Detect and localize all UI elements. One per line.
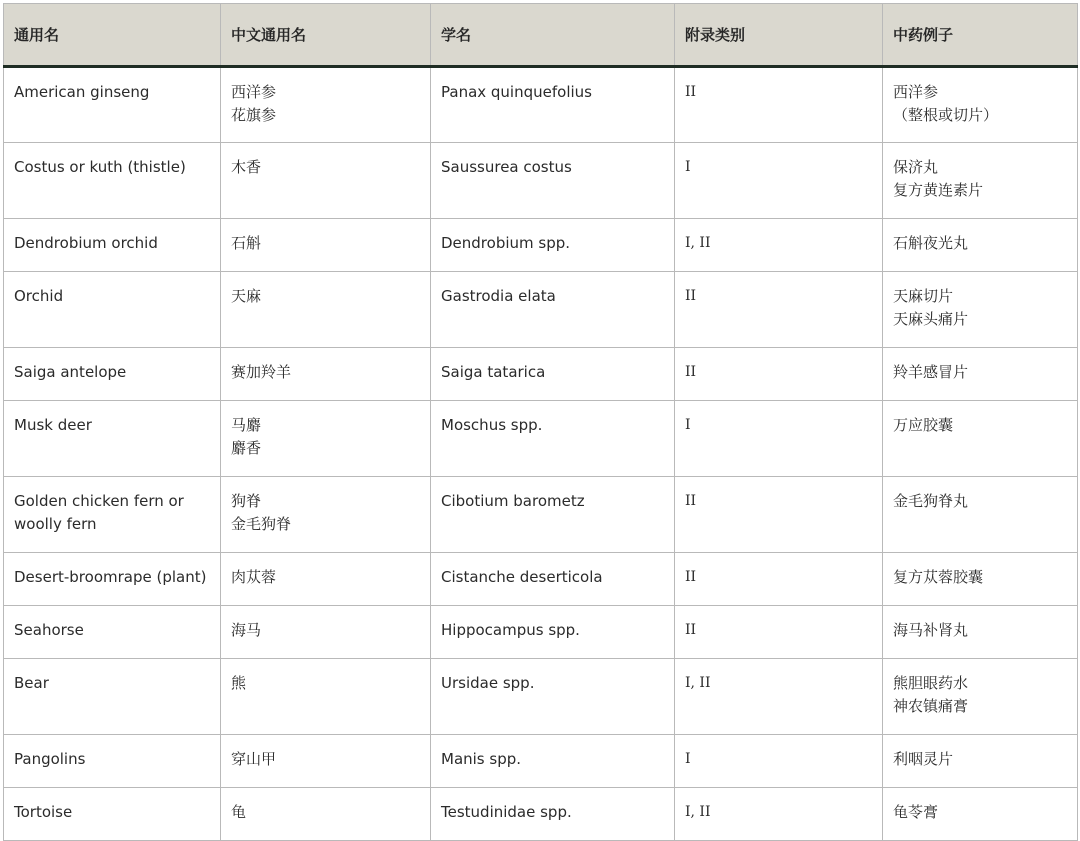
cell-tcm-examples bbox=[883, 553, 1078, 606]
cell-tcm-examples-line: 保济丸 bbox=[893, 158, 939, 176]
cell-tcm-examples-line: 天麻头痛片 bbox=[893, 310, 969, 328]
cell-common-name-line: Orchid bbox=[14, 287, 64, 305]
cell-chinese-name-line: 麝香 bbox=[231, 439, 262, 457]
cell-tcm-examples bbox=[883, 659, 1078, 735]
cell-common-name bbox=[4, 143, 221, 219]
cell-tcm-examples-line: 羚羊感冒片 bbox=[893, 363, 969, 381]
cell-common-name-line: Pangolins bbox=[14, 750, 86, 768]
cell-chinese-name-line: 龟 bbox=[231, 803, 247, 821]
cell-tcm-examples bbox=[883, 735, 1078, 788]
cell-common-name-line: Musk deer bbox=[14, 416, 92, 434]
cell-tcm-examples-line: 西洋参 bbox=[893, 83, 939, 101]
cell-scientific-name-line: Cibotium barometz bbox=[441, 492, 585, 510]
cell-common-name bbox=[4, 477, 221, 553]
cell-appendix: II bbox=[675, 606, 883, 659]
cell-chinese-name-line: 马麝 bbox=[231, 416, 262, 434]
cell-chinese-name-line: 肉苁蓉 bbox=[231, 568, 277, 586]
cell-scientific-name bbox=[431, 553, 675, 606]
cell-chinese-name-line: 花旗参 bbox=[231, 106, 277, 124]
header-row bbox=[4, 4, 1078, 67]
table-row bbox=[4, 401, 1078, 477]
cell-chinese-name-line: 穿山甲 bbox=[231, 750, 277, 768]
cell-appendix: I bbox=[675, 143, 883, 219]
cell-common-name-line: Golden chicken fern or bbox=[14, 492, 184, 510]
table-row bbox=[4, 348, 1078, 401]
cell-tcm-examples bbox=[883, 788, 1078, 841]
cell-common-name-line: woolly fern bbox=[14, 515, 97, 533]
cell-tcm-examples-line: （整根或切片） bbox=[893, 106, 999, 124]
cell-common-name-line: Tortoise bbox=[14, 803, 73, 821]
cell-tcm-examples-line: 龟苓膏 bbox=[893, 803, 939, 821]
cell-chinese-name-line: 熊 bbox=[231, 674, 247, 692]
cell-tcm-examples-line: 天麻切片 bbox=[893, 287, 954, 305]
cell-appendix: I bbox=[675, 735, 883, 788]
table-row bbox=[4, 272, 1078, 348]
cell-scientific-name-line: Moschus spp. bbox=[441, 416, 543, 434]
cell-appendix: II bbox=[675, 477, 883, 553]
cell-tcm-examples-line: 神农镇痛膏 bbox=[893, 697, 969, 715]
cell-tcm-examples bbox=[883, 348, 1078, 401]
cell-common-name-line: Seahorse bbox=[14, 621, 84, 639]
cell-tcm-examples-line: 复方黄连素片 bbox=[893, 181, 984, 199]
cell-appendix: I, II bbox=[675, 788, 883, 841]
cell-chinese-name bbox=[221, 606, 431, 659]
cell-tcm-examples bbox=[883, 272, 1078, 348]
cell-common-name bbox=[4, 219, 221, 272]
table-row bbox=[4, 788, 1078, 841]
header-scientific-name: 学名 bbox=[431, 4, 675, 67]
cell-appendix: II bbox=[675, 553, 883, 606]
header-appendix: 附录类别 bbox=[675, 4, 883, 67]
table-row bbox=[4, 67, 1078, 143]
table-row bbox=[4, 735, 1078, 788]
cell-common-name bbox=[4, 659, 221, 735]
cell-scientific-name bbox=[431, 606, 675, 659]
cell-chinese-name bbox=[221, 659, 431, 735]
cell-scientific-name bbox=[431, 788, 675, 841]
cell-chinese-name bbox=[221, 272, 431, 348]
cell-common-name bbox=[4, 67, 221, 143]
cell-tcm-examples bbox=[883, 219, 1078, 272]
cell-scientific-name bbox=[431, 735, 675, 788]
cell-scientific-name bbox=[431, 659, 675, 735]
cell-scientific-name bbox=[431, 477, 675, 553]
cell-common-name-line: Costus or kuth (thistle) bbox=[14, 158, 186, 176]
cell-common-name bbox=[4, 735, 221, 788]
cell-common-name-line: Desert-broomrape (plant) bbox=[14, 568, 207, 586]
cell-tcm-examples-line: 金毛狗脊丸 bbox=[893, 492, 969, 510]
cell-common-name bbox=[4, 401, 221, 477]
cell-common-name bbox=[4, 788, 221, 841]
cell-scientific-name-line: Saussurea costus bbox=[441, 158, 572, 176]
cell-common-name bbox=[4, 272, 221, 348]
cell-scientific-name-line: Panax quinquefolius bbox=[441, 83, 592, 101]
cell-chinese-name bbox=[221, 348, 431, 401]
cell-common-name-line: Dendrobium orchid bbox=[14, 234, 158, 252]
cell-chinese-name bbox=[221, 477, 431, 553]
cell-scientific-name bbox=[431, 401, 675, 477]
cell-tcm-examples-line: 海马补肾丸 bbox=[893, 621, 969, 639]
cell-chinese-name-line: 金毛狗脊 bbox=[231, 515, 292, 533]
cell-tcm-examples bbox=[883, 477, 1078, 553]
cell-tcm-examples-line: 万应胶囊 bbox=[893, 416, 954, 434]
cell-appendix: I bbox=[675, 401, 883, 477]
cell-scientific-name bbox=[431, 67, 675, 143]
cell-scientific-name-line: Ursidae spp. bbox=[441, 674, 535, 692]
header-tcm-examples: 中药例子 bbox=[883, 4, 1078, 67]
table-header bbox=[4, 4, 1078, 67]
cell-tcm-examples-line: 复方苁蓉胶囊 bbox=[893, 568, 984, 586]
header-chinese-name: 中文通用名 bbox=[221, 4, 431, 67]
table-row bbox=[4, 659, 1078, 735]
cell-chinese-name-line: 天麻 bbox=[231, 287, 262, 305]
cell-chinese-name-line: 木香 bbox=[231, 158, 262, 176]
cell-scientific-name-line: Cistanche deserticola bbox=[441, 568, 603, 586]
cell-scientific-name bbox=[431, 219, 675, 272]
cell-chinese-name bbox=[221, 401, 431, 477]
cell-chinese-name-line: 石斛 bbox=[231, 234, 262, 252]
cell-chinese-name bbox=[221, 788, 431, 841]
cell-chinese-name bbox=[221, 735, 431, 788]
cell-tcm-examples bbox=[883, 143, 1078, 219]
cell-chinese-name-line: 狗脊 bbox=[231, 492, 262, 510]
cell-tcm-examples bbox=[883, 606, 1078, 659]
cell-common-name-line: Saiga antelope bbox=[14, 363, 127, 381]
cell-chinese-name bbox=[221, 219, 431, 272]
cell-appendix: II bbox=[675, 272, 883, 348]
cell-tcm-examples bbox=[883, 401, 1078, 477]
cell-tcm-examples bbox=[883, 67, 1078, 143]
cell-scientific-name-line: Hippocampus spp. bbox=[441, 621, 580, 639]
cell-scientific-name-line: Gastrodia elata bbox=[441, 287, 556, 305]
cell-chinese-name bbox=[221, 143, 431, 219]
cell-common-name bbox=[4, 553, 221, 606]
cell-tcm-examples-line: 利咽灵片 bbox=[893, 750, 954, 768]
cell-scientific-name-line: Testudinidae spp. bbox=[441, 803, 572, 821]
cell-scientific-name bbox=[431, 272, 675, 348]
cell-chinese-name bbox=[221, 553, 431, 606]
cell-chinese-name bbox=[221, 67, 431, 143]
table-row bbox=[4, 606, 1078, 659]
cell-common-name-line: American ginseng bbox=[14, 83, 150, 101]
cites-species-table bbox=[3, 3, 1078, 841]
cell-chinese-name-line: 海马 bbox=[231, 621, 262, 639]
cell-common-name bbox=[4, 348, 221, 401]
table-row bbox=[4, 219, 1078, 272]
cell-common-name bbox=[4, 606, 221, 659]
header-common-name: 通用名 bbox=[4, 4, 221, 67]
cell-scientific-name-line: Dendrobium spp. bbox=[441, 234, 571, 252]
cell-tcm-examples-line: 石斛夜光丸 bbox=[893, 234, 969, 252]
cell-common-name-line: Bear bbox=[14, 674, 49, 692]
table-row bbox=[4, 143, 1078, 219]
cites-species-table-container bbox=[3, 3, 1077, 837]
cell-appendix: I, II bbox=[675, 219, 883, 272]
cell-scientific-name-line: Manis spp. bbox=[441, 750, 522, 768]
table-row bbox=[4, 477, 1078, 553]
cell-appendix: II bbox=[675, 67, 883, 143]
cell-scientific-name bbox=[431, 143, 675, 219]
cell-appendix: I, II bbox=[675, 659, 883, 735]
cell-tcm-examples-line: 熊胆眼药水 bbox=[893, 674, 969, 692]
cell-scientific-name-line: Saiga tatarica bbox=[441, 363, 546, 381]
cell-appendix: II bbox=[675, 348, 883, 401]
cell-scientific-name bbox=[431, 348, 675, 401]
table-row bbox=[4, 553, 1078, 606]
cell-chinese-name-line: 西洋参 bbox=[231, 83, 277, 101]
table-body bbox=[4, 67, 1078, 841]
cell-chinese-name-line: 赛加羚羊 bbox=[231, 363, 292, 381]
